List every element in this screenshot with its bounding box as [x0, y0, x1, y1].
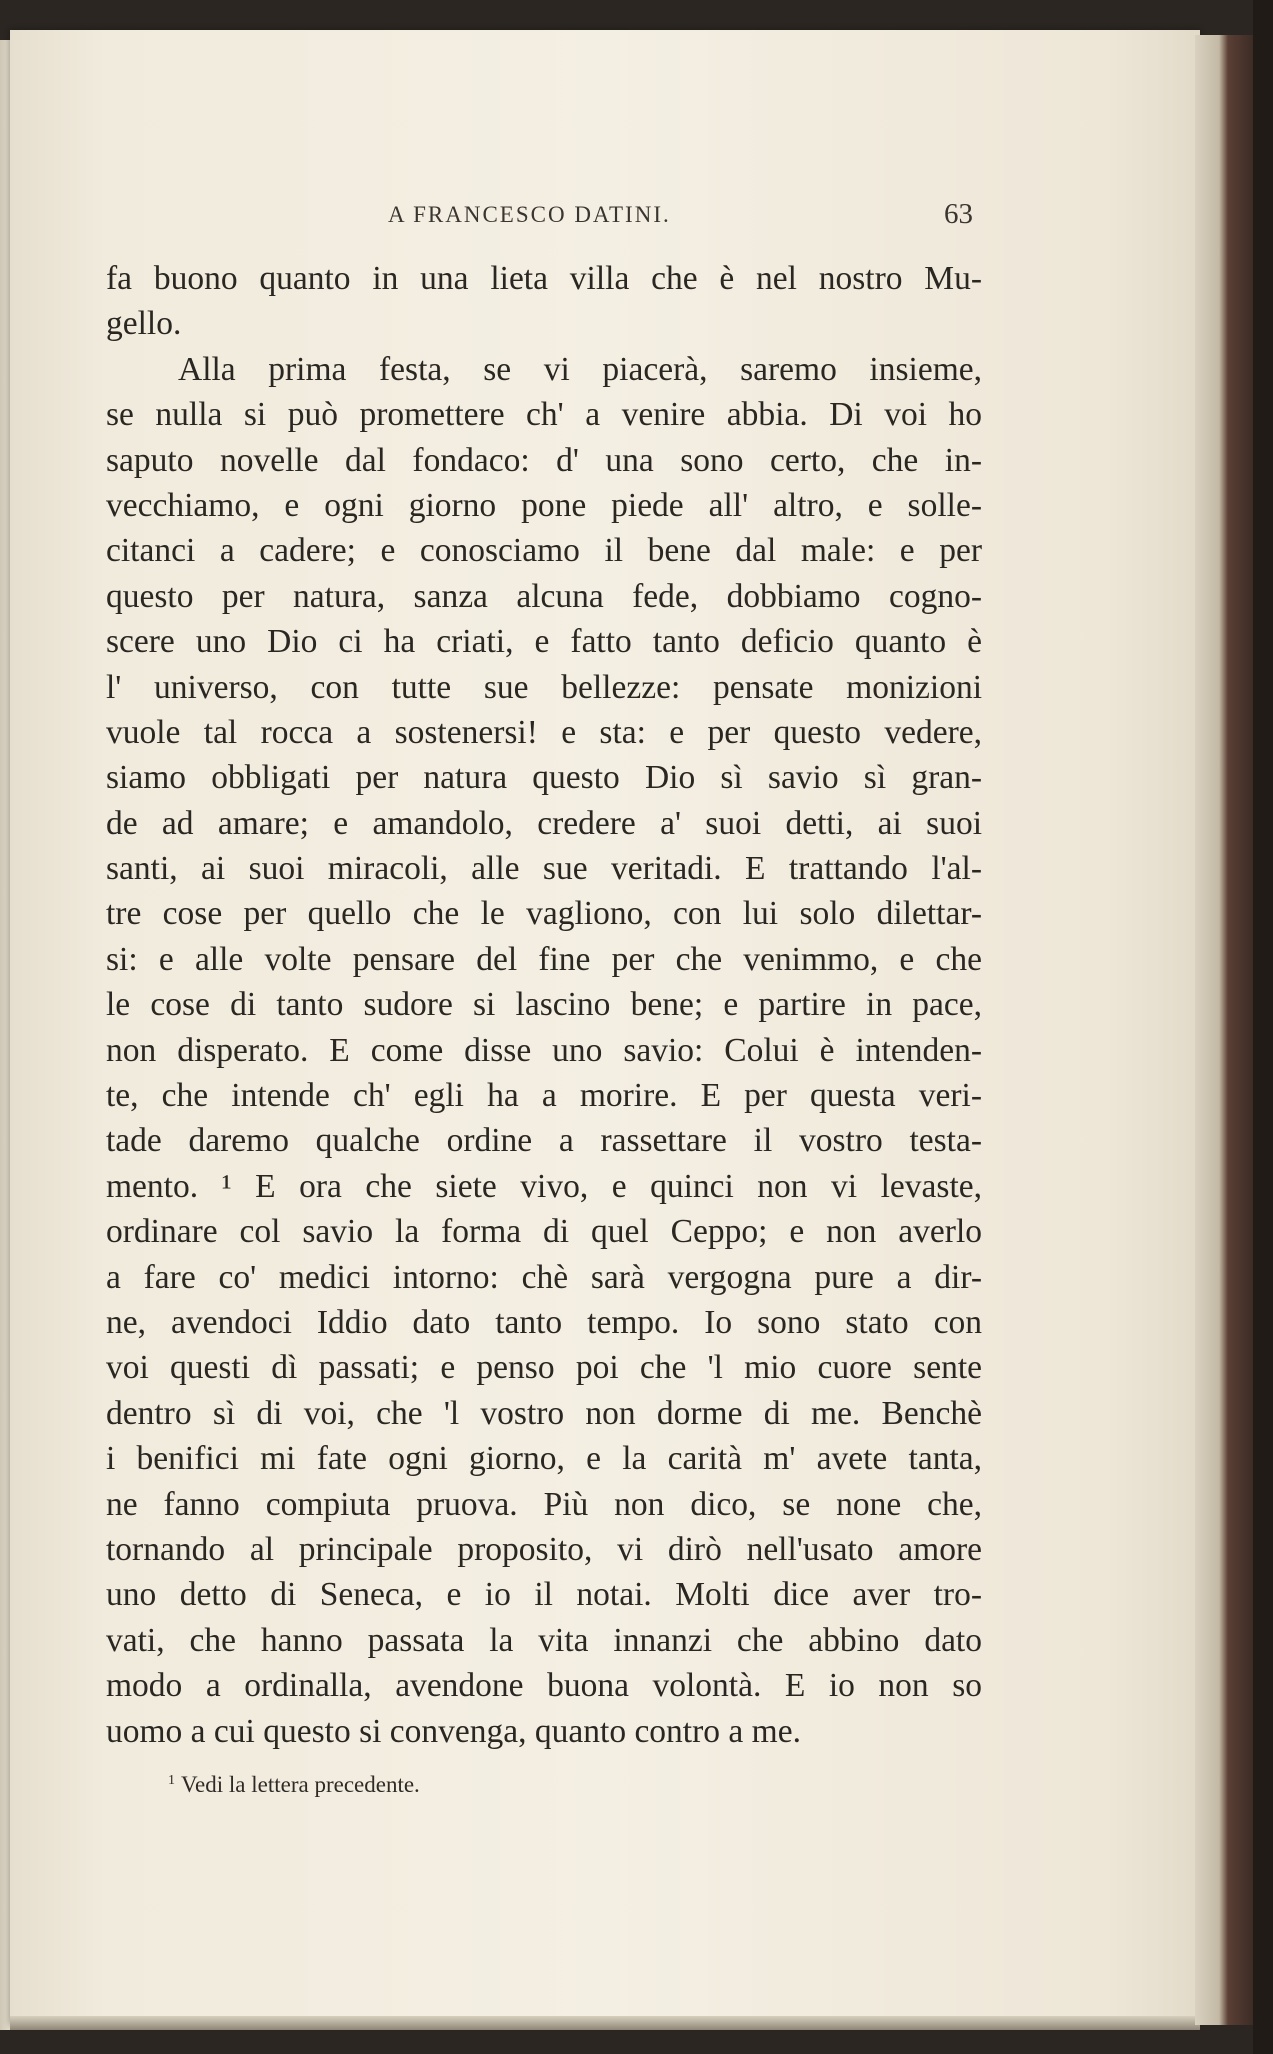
text-line: Alla prima festa, se vi piacerà, saremo insieme,	[178, 350, 982, 388]
body-text	[106, 256, 982, 1754]
footnote	[168, 1772, 420, 1798]
text-line: fa buono quanto in una lieta villa che è nel nostro Mu-	[106, 260, 982, 297]
text-line: questo per natura, sanza alcuna fede, dobbiamo cogno-	[106, 577, 982, 615]
text-line: se nulla si può promettere ch' a venire abbia. Di voi ho	[106, 396, 982, 434]
text-line: l' universo, con tutte sue bellezze: pensate monizioni	[106, 668, 982, 706]
text-line: scere uno Dio ci ha criati, e fatto tanto deficio quanto è	[106, 623, 982, 661]
page-bottom-edge	[10, 2016, 1200, 2030]
book-cover-edge	[1253, 0, 1273, 2054]
text-line: vecchiamo, e ogni giorno pone piede all' altro, e solle-	[106, 486, 982, 524]
text-line: tade daremo qualche ordine a rassettare il vostro testa-	[106, 1122, 982, 1160]
text-line: tre cose per quello che le vagliono, con lui solo dilettar-	[106, 895, 982, 933]
footnote-text: Vedi la lettera precedente.	[181, 1772, 420, 1797]
text-line: vuole tal rocca a sostenersi! e sta: e per questo vedere,	[106, 713, 982, 751]
text-line: ne, avendoci Iddio dato tanto tempo. Io sono stato con	[106, 1303, 982, 1341]
text-line: santi, ai suoi miracoli, alle sue veritadi. E trattando l'al-	[106, 850, 982, 888]
text-line: modo a ordinalla, avendone buona volontà. E io non so	[106, 1667, 982, 1705]
text-line: uomo a cui questo si convenga, quanto contro a me.	[106, 1712, 801, 1750]
text-line: dentro sì di voi, che 'l vostro non dorme di me. Benchè	[106, 1394, 982, 1432]
book-page	[10, 30, 1200, 2025]
text-line: ne fanno compiuta pruova. Più non dico, se none che,	[106, 1485, 982, 1523]
text-line: mento. ¹ E ora che siete vivo, e quinci non vi levaste,	[106, 1167, 982, 1205]
text-line: non disperato. E come disse uno savio: Colui è intenden-	[106, 1031, 982, 1069]
footnote-marker: 1	[168, 1773, 175, 1788]
text-line: si: e alle volte pensare del fine per che venimmo, e che	[106, 940, 982, 978]
text-line: le cose di tanto sudore si lascino bene; e partire in pace,	[106, 986, 982, 1024]
text-line: tornando al principale proposito, vi dirò nell'usato amore	[106, 1530, 982, 1568]
text-line: a fare co' medici intorno: chè sarà vergogna pure a dir-	[106, 1258, 982, 1296]
running-head-title: A FRANCESCO DATINI.	[388, 202, 671, 227]
text-line: citanci a cadere; e conosciamo il bene dal male: e per	[106, 532, 982, 570]
page-number: 63	[944, 198, 973, 230]
text-line: vati, che hanno passata la vita innanzi che abbino dato	[106, 1621, 982, 1659]
text-line: ordinare col savio la forma di quel Ceppo; e non averlo	[106, 1213, 982, 1251]
text-line: de ad amare; e amandolo, credere a' suoi detti, ai suoi	[106, 804, 982, 842]
book-fore-edge	[1195, 35, 1255, 2025]
text-line: siamo obbligati per natura questo Dio sì savio sì gran-	[106, 759, 982, 797]
text-line: te, che intende ch' egli ha a morire. E per questa veri-	[106, 1077, 982, 1115]
text-line: gello.	[106, 305, 182, 343]
text-line: uno detto di Seneca, e io il notai. Molti dice aver tro-	[106, 1576, 982, 1614]
text-line: voi questi dì passati; e penso poi che 'l mio cuore sente	[106, 1349, 982, 1387]
text-line: i benifici mi fate ogni giorno, e la carità m' avete tanta,	[106, 1440, 982, 1478]
text-line: saputo novelle dal fondaco: d' una sono certo, che in-	[106, 441, 982, 479]
